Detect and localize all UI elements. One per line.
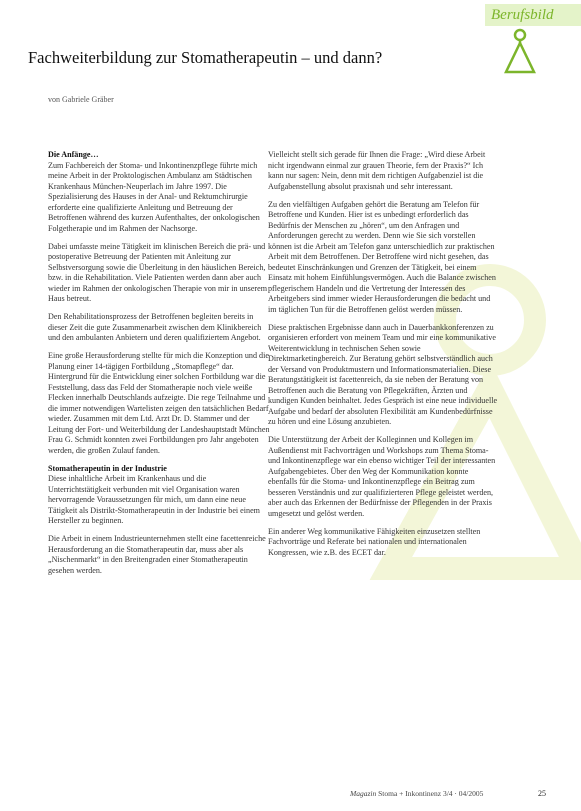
- right-column: [268, 150, 498, 566]
- magazine-name: Magazin: [350, 789, 377, 798]
- left-column: [48, 150, 270, 584]
- page-number: 25: [538, 789, 546, 798]
- paragraph: Den Rehabilitationsprozess der Betroffenen begleiten bereits in dieser Zeit die gute Zusammenarbeit zwischen dem Klinikbereich und den ambulanten Anbietern und deren qualifiziertem Angebot.: [48, 312, 262, 342]
- paragraph: Diese praktischen Ergebnisse dann auch in Dauerbankkonferenzen zu organisieren erfordert von meinem Team und mir eine kommunikative Weiterentwicklung in technischen Sehen sowie Direktmarketingbereich. Zur Beratung gehört selbstverständlich auch der Versand von Produktmustern und Informationsmaterialien. Diese Beratungstätigkeit ist facettenreich, da sie neben der Beratung von Betroffenen auch die Beratung von Pflegekräften, Ärzten und kundigen Kunden beinhaltet. Jedes Gespräch ist eine neue individuelle Aufgabe und bedarf der absoluten Flexibilität am Kundenbedürfnisse zu hören und eine Lösung anzubieten.: [268, 322, 498, 426]
- paragraph: Diese inhaltliche Arbeit im Krankenhaus und die Unterrichtstätigkeit verbunden mit viel Organisation waren hervorragende Voraussetzungen für mich, um dann eine neue Tätigkeit als Distrikt-Stomatherapeutin in der Industrie bei einem Hersteller zu beginnen.: [48, 474, 260, 525]
- article-title: Fachweiterbildung zur Stomatherapeutin – und dann?: [28, 48, 383, 67]
- section-label: Berufsbild: [491, 7, 554, 23]
- paragraph: Die Arbeit in einem Industrieunternehmen stellt eine facettenreiche Herausforderung an die Stomatherapeutin dar, muss aber als „Nischenmarkt“ in den Breitengraden einer Stomatherapeutin gesehen werden.: [48, 534, 266, 575]
- section-tag: [485, 4, 581, 26]
- section-heading: Stomatherapeutin in der Industrie: [48, 463, 167, 473]
- paragraph: Dabei umfasste meine Tätigkeit im klinischen Bereich die prä- und postoperative Betreuung der Patienten mit Anleitung zur Selbstversorgung sowie die Überleitung in den häuslichen Bereich, bzw. in die Rehabilitation. Viele Patienten werden dann aber auch wieder im Rahmen der onkologischen Therapie von mir in unserem Haus betreut.: [48, 241, 267, 303]
- section-heading: Die Anfänge…: [48, 150, 99, 159]
- paragraph: Zu den vielfältigen Aufgaben gehört die Beratung am Telefon für Betroffene und Kunden. Hier ist es unbedingt erforderlich das Bedürfnis der Menschen zu „hören“, um den Anfragen und Anforderungen gerecht zu werden. Denn wie Sie sich vorstellen können ist die Arbeit am Telefon ganz unterschiedlich zur praktischen Arbeit mit dem Betroffenen. Der Betroffene wird nicht gesehen, das bedeutet Einschränkungen und Grenzen der Tätigkeit, bei einem Einsatz mit hohem Einfühlungsvermögen. Auch die Balance zwischen pflegerischem Handeln und die Vertretung der Interessen des Arbeitgebers sind immer wieder Herausforderungen die bedacht und im täglichen Tun für die Betroffenen gelöst werden müssen.: [268, 199, 496, 314]
- page-footer: [350, 789, 550, 798]
- paragraph: Zum Fachbereich der Stoma- und Inkontinenzpflege führte mich meine Arbeit in der Proktologischen Ambulanz am Städtischen Krankenhaus München-Neuperlach im Jahre 1997. Die Spezialisierung des Hauses in der Anal- und Rektumchirurgie erforderte eine qualifizierte Anleitung und Betreuung der Betroffenen während des kurzen Aufenthaltes, der onkologischen Folgetherapie und im Rahmen der Nachsorge.: [48, 160, 260, 233]
- author-byline: von Gabriele Gräber: [48, 95, 114, 104]
- paragraph: Vielleicht stellt sich gerade für Ihnen die Frage: „Wird diese Arbeit nicht irgendwann einmal zur grauen Theorie, fern der Praxis?“ Ich kann nur sagen: Nein, denn mit dem richtigen Aufgabenziel ist die Aufgabenstellung absolut praxisnah und sehr interessant.: [268, 150, 486, 191]
- issue-info: Stoma + Inkontinenz 3/4 · 04/2005: [378, 789, 484, 798]
- paragraph: Ein anderer Weg kommunikative Fähigkeiten einzusetzen stellten Fachvorträge und Referate bei nationalen und internationalen Kongressen, wie z.B. des ECET dar.: [268, 526, 481, 557]
- paragraph: Eine große Herausforderung stellte für mich die Konzeption und die Planung einer 14-tägigen Fortbildung „Stomapflege“ dar. Hintergrund für die Entwicklung einer solchen Fortbildung war die Feststellung, dass das Feld der Stomatherapie noch viele weiße Flecken innerhalb Deutschlands aufzeigte. Die rege Teilnahme und die immer notwendigen Wartelisten zeigen den tatsächlichen Bedarf wieder. Zusammen mit dem Ltd. Arzt Dr. D. Stammer und der Leitung der Fort- und Weiterbildung der Landeshauptstadt München Frau G. Schmidt konnten zwei Fortbildungen pro Jahr angeboten werden, die großen Zulauf fanden.: [48, 351, 270, 455]
- person-figure-icon: [500, 26, 540, 78]
- paragraph: Die Unterstützung der Arbeit der Kolleginnen und Kollegen im Außendienst mit Fachvorträgen und Workshops zum Thema Stoma- und Inkontinenzpflege war ein ebenso wichtiger Teil der interessanten Aufgabengebietes. Über den Weg der Kommunikation konnte ebenfalls für die Stoma- und Inkontinenzpflege ein Beitrag zum besseren Verständnis und zur qualifizierteren Pflege geleistet werden, aber auch das Erkennen der Bedürfnisse der Pflegenden in der Praxis umgesetzt und gelöst werden.: [268, 435, 496, 518]
